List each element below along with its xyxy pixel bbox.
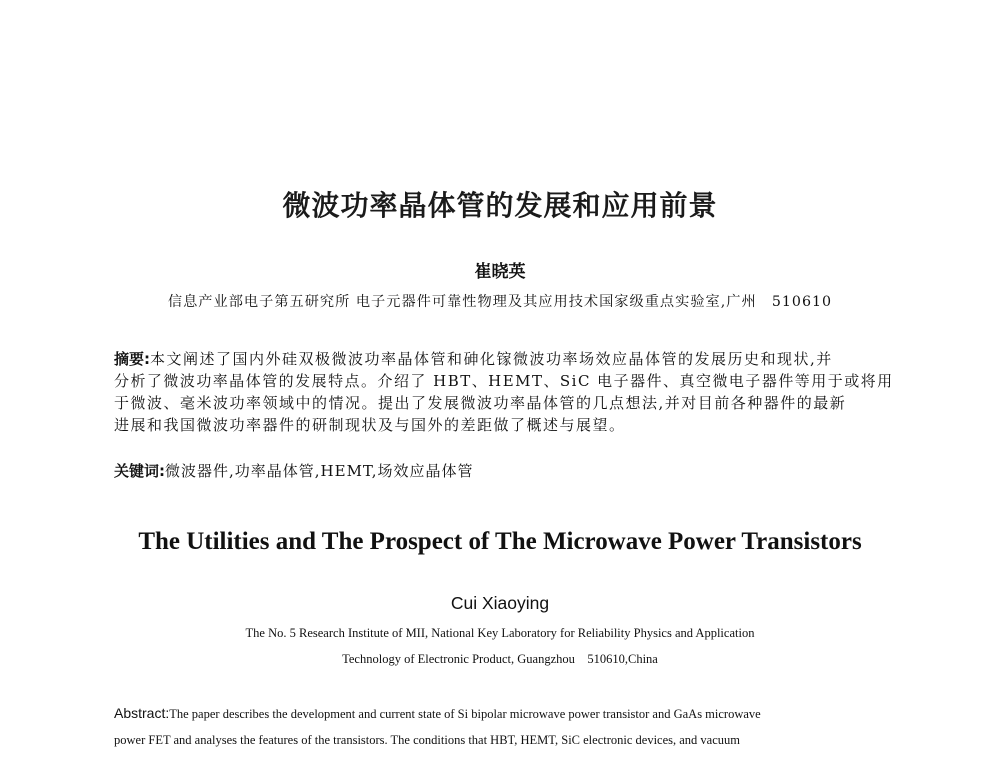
- chinese-abstract-line: 于微波、毫米波功率领域中的情况。提出了发展微波功率晶体管的几点想法,并对目前各种器件的最新: [114, 394, 847, 412]
- chinese-abstract-line: [114, 348, 894, 370]
- english-abstract-line: power FET and analyses the features of the transistors. The conditions that HBT, HEMT, SiC electronic devices, and vacuum: [114, 733, 741, 747]
- english-abstract-line: [114, 700, 894, 727]
- chinese-abstract-label: 摘要:: [114, 350, 150, 368]
- english-affiliation: [0, 620, 1000, 672]
- english-abstract-text: The paper describes the development and current state of Si bipolar microwave power transistor and GaAs microwave: [169, 707, 761, 721]
- chinese-abstract-line: 进展和我国微波功率器件的研制现状及与国外的差距做了概述与展望。: [114, 416, 626, 434]
- chinese-affiliation: 信息产业部电子第五研究所 电子元器件可靠性物理及其应用技术国家级重点实验室,广州 510610: [167, 294, 833, 310]
- chinese-title: 微波功率晶体管的发展和应用前景: [282, 189, 718, 222]
- chinese-keywords: [114, 460, 474, 482]
- chinese-abstract: [114, 348, 894, 436]
- english-author: Cui Xiaoying: [450, 593, 550, 613]
- chinese-keywords-label: 关键词:: [114, 462, 165, 480]
- chinese-abstract-text: 本文阐述了国内外硅双极微波功率晶体管和砷化镓微波功率场效应晶体管的发展历史和现状,并: [150, 350, 833, 368]
- chinese-keywords-text: 微波器件,功率晶体管,HEMT,场效应晶体管: [165, 462, 474, 480]
- chinese-abstract-line: 分析了微波功率晶体管的发展特点。介绍了 HBT、HEMT、SiC 电子器件、真空微电子器件等用于或将用: [114, 372, 894, 390]
- english-abstract: [114, 700, 894, 753]
- chinese-author: 崔晓英: [474, 262, 526, 282]
- english-abstract-label: Abstract:: [114, 705, 170, 721]
- english-affiliation-line: The No. 5 Research Institute of MII, National Key Laboratory for Reliability Physics and Application: [245, 626, 755, 640]
- english-affiliation-line: Technology of Electronic Product, Guangzhou 510610,China: [342, 652, 658, 666]
- english-title: The Utilities and The Prospect of The Microwave Power Transistors: [138, 528, 862, 555]
